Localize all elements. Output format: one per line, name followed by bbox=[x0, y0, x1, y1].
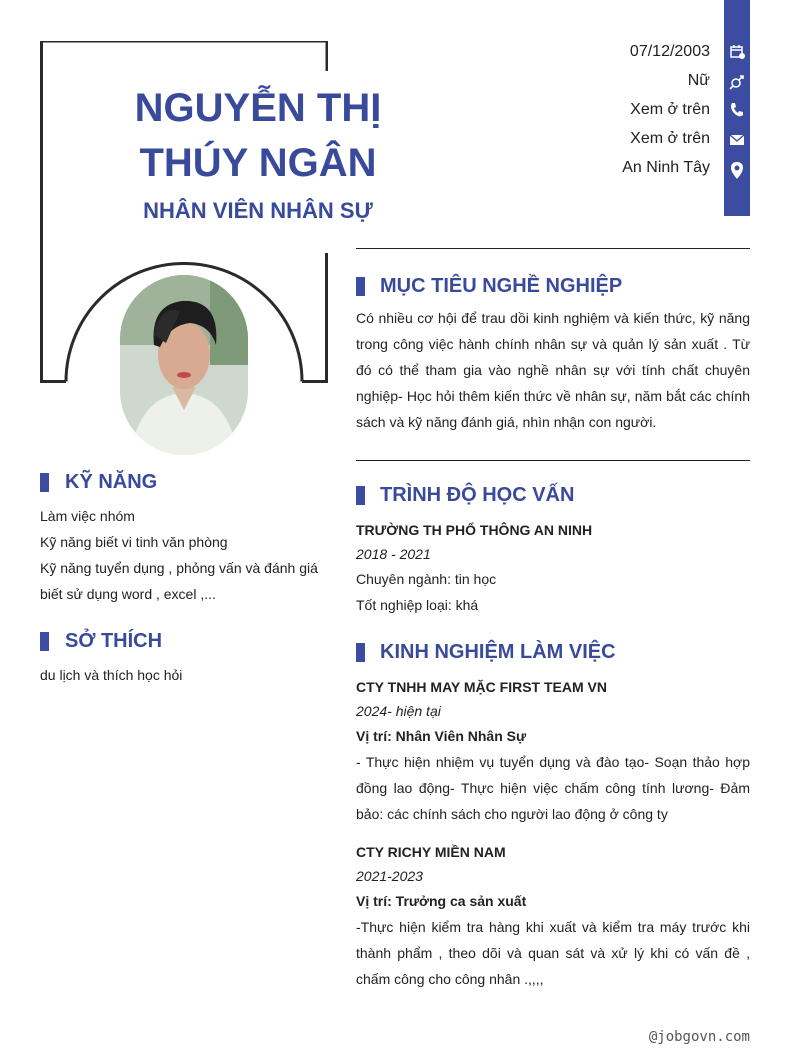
job-1-position: Vị trí: Nhân Viên Nhân Sự bbox=[356, 728, 527, 744]
job-2-company: CTY RICHY MIỀN NAM bbox=[356, 844, 506, 860]
phone-icon bbox=[727, 100, 747, 120]
divider-middle bbox=[356, 460, 750, 461]
name-line-2: THÚY NGÂN bbox=[139, 141, 377, 185]
education-school: TRƯỜNG TH PHỔ THÔNG AN NINH bbox=[356, 522, 593, 538]
footer-watermark: @jobgovn.com bbox=[648, 1029, 750, 1045]
contact-gender: Nữ bbox=[687, 72, 710, 89]
experience-marker bbox=[356, 643, 365, 662]
contact-birthdate: 07/12/2003 bbox=[629, 43, 710, 60]
email-icon bbox=[727, 130, 747, 150]
contact-email: Xem ở trên bbox=[630, 130, 710, 147]
education-period: 2018 - 2021 bbox=[356, 546, 431, 562]
education-marker bbox=[356, 486, 365, 505]
skills-marker bbox=[40, 473, 49, 492]
skills-title: KỸ NĂNG bbox=[65, 471, 158, 493]
objective-title: MỤC TIÊU NGHỀ NGHIỆP bbox=[380, 275, 623, 297]
experience-title: KINH NGHIỆM LÀM VIỆC bbox=[380, 641, 616, 663]
job-2-position: Vị trí: Trưởng ca sản xuất bbox=[356, 893, 527, 909]
name-line-1: NGUYỄN THỊ bbox=[134, 86, 382, 130]
education-major: Chuyên ngành: tin học bbox=[356, 571, 497, 587]
job-1-description: - Thực hiện nhiệm vụ tuyển dụng và đào tạo- Soạn thảo hợp đồng lao động- Thực hiện việc chấm công tính lương- Đảm bảo: các chính sách cho người lao động ở công ty bbox=[356, 754, 750, 822]
job-1-period: 2024- hiện tại bbox=[356, 703, 441, 719]
skill-item: Làm việc nhóm bbox=[40, 508, 135, 524]
objective-marker bbox=[356, 277, 365, 296]
job-2-description: -Thực hiện kiểm tra hàng khi xuất và kiểm tra máy trước khi thành phẩm , theo dõi và quan sát và xử lý khi có vấn đề , chấm công cho công nhân .,,,, bbox=[356, 919, 750, 987]
skill-item: biết sử dụng word , excel ,... bbox=[40, 586, 216, 602]
education-grade: Tốt nghiệp loại: khá bbox=[356, 597, 479, 613]
hobbies-text: du lịch và thích học hỏi bbox=[40, 667, 183, 683]
calendar-icon bbox=[727, 42, 747, 62]
skill-item: Kỹ năng tuyển dụng , phỏng vấn và đánh giá bbox=[40, 560, 318, 576]
contact-phone: Xem ở trên bbox=[630, 101, 710, 118]
hobbies-title: SỞ THÍCH bbox=[65, 630, 163, 652]
profile-photo bbox=[120, 275, 248, 455]
hobbies-marker bbox=[40, 632, 49, 651]
education-title: TRÌNH ĐỘ HỌC VẤN bbox=[380, 484, 575, 506]
objective-text: Có nhiều cơ hội để trau dồi kinh nghiệm và kiến thức, kỹ năng trong công việc hành chính nhân sự và quản lý sản xuất . Từ đó có thể tham gia vào nghề nhân sự với tính chất chuyên nghiệp- Học hỏi thêm kiến thức về nhân sự, năm bắt các chính sách và kỹ năng đánh giá, nhìn nhận con người. bbox=[356, 310, 750, 430]
gender-icon bbox=[727, 72, 747, 92]
contact-address: An Ninh Tây bbox=[622, 159, 710, 176]
job-1-company: CTY TNHH MAY MẶC FIRST TEAM VN bbox=[356, 679, 607, 695]
location-icon bbox=[727, 160, 747, 180]
job-title: NHÂN VIÊN NHÂN SỰ bbox=[143, 198, 373, 223]
skill-item: Kỹ năng biết vi tinh văn phòng bbox=[40, 534, 228, 550]
job-2-period: 2021-2023 bbox=[356, 868, 423, 884]
divider-top bbox=[356, 248, 750, 249]
